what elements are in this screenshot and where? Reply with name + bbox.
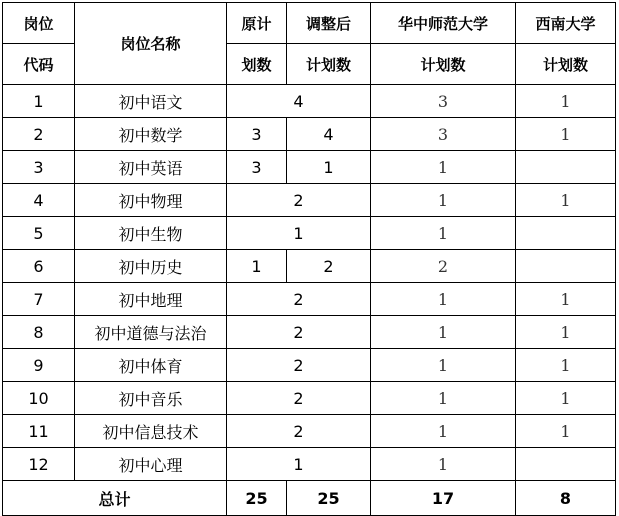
table-row [3,217,616,250]
table-row [3,85,616,118]
cell-ccnu: 3 [371,85,516,118]
cell-name: 初中音乐 [75,382,227,415]
cell-ccnu: 1 [371,217,516,250]
cell-swu [516,448,616,481]
cell-name: 初中语文 [75,85,227,118]
cell-code: 2 [3,118,75,151]
cell-name: 初中体育 [75,349,227,382]
cell-code: 10 [3,382,75,415]
cell-ccnu: 2 [371,250,516,283]
table-row [3,448,616,481]
total-swu: 8 [516,481,616,516]
table-row [3,250,616,283]
header-ccnu-line1: 华中师范大学 [371,3,516,44]
cell-adjusted: 2 [227,382,371,415]
cell-ccnu: 3 [371,118,516,151]
total-original: 25 [227,481,287,516]
header-code-line2: 代码 [3,44,75,85]
cell-code: 6 [3,250,75,283]
table-row [3,283,616,316]
cell-original: 3 [227,151,287,184]
cell-name: 初中心理 [75,448,227,481]
cell-adjusted: 4 [227,85,371,118]
cell-name: 初中历史 [75,250,227,283]
table-row [3,415,616,448]
cell-ccnu: 1 [371,448,516,481]
cell-swu: 1 [516,316,616,349]
cell-code: 4 [3,184,75,217]
cell-adjusted: 2 [287,250,371,283]
cell-name: 初中信息技术 [75,415,227,448]
cell-adjusted: 2 [227,349,371,382]
header-ccnu-line2: 计划数 [371,44,516,85]
cell-adjusted: 2 [227,415,371,448]
cell-ccnu: 1 [371,316,516,349]
cell-name: 初中物理 [75,184,227,217]
total-label: 总计 [3,481,227,516]
table-row [3,382,616,415]
total-adjusted: 25 [287,481,371,516]
header-row-1 [3,3,616,44]
cell-swu: 1 [516,382,616,415]
cell-code: 12 [3,448,75,481]
cell-ccnu: 1 [371,151,516,184]
cell-swu [516,250,616,283]
cell-swu: 1 [516,283,616,316]
table-row [3,151,616,184]
cell-code: 1 [3,85,75,118]
header-original-line2: 划数 [227,44,287,85]
cell-code: 11 [3,415,75,448]
cell-swu [516,151,616,184]
cell-name: 初中地理 [75,283,227,316]
cell-name: 初中英语 [75,151,227,184]
header-swu-line1: 西南大学 [516,3,616,44]
cell-ccnu: 1 [371,415,516,448]
cell-swu: 1 [516,415,616,448]
cell-swu: 1 [516,118,616,151]
table-row [3,316,616,349]
header-adjusted-line2: 计划数 [287,44,371,85]
header-swu-line2: 计划数 [516,44,616,85]
cell-swu: 1 [516,349,616,382]
cell-swu: 1 [516,85,616,118]
cell-code: 3 [3,151,75,184]
cell-ccnu: 1 [371,349,516,382]
cell-adjusted: 2 [227,283,371,316]
cell-adjusted: 2 [227,184,371,217]
recruitment-plan-table [2,2,616,516]
plan-table-container [2,2,616,516]
cell-name: 初中数学 [75,118,227,151]
table-row [3,118,616,151]
cell-code: 9 [3,349,75,382]
header-adjusted-line1: 调整后 [287,3,371,44]
cell-ccnu: 1 [371,382,516,415]
cell-adjusted: 2 [227,316,371,349]
cell-adjusted: 4 [287,118,371,151]
cell-name: 初中道德与法治 [75,316,227,349]
header-position-name: 岗位名称 [75,3,227,85]
table-row [3,349,616,382]
cell-adjusted: 1 [227,217,371,250]
cell-adjusted: 1 [227,448,371,481]
cell-original: 3 [227,118,287,151]
cell-ccnu: 1 [371,283,516,316]
cell-code: 7 [3,283,75,316]
cell-ccnu: 1 [371,184,516,217]
cell-code: 5 [3,217,75,250]
table-row [3,184,616,217]
cell-code: 8 [3,316,75,349]
total-ccnu: 17 [371,481,516,516]
header-original-line1: 原计 [227,3,287,44]
header-code-line1: 岗位 [3,3,75,44]
total-row [3,481,616,516]
cell-name: 初中生物 [75,217,227,250]
cell-original: 1 [227,250,287,283]
cell-adjusted: 1 [287,151,371,184]
cell-swu [516,217,616,250]
cell-swu: 1 [516,184,616,217]
